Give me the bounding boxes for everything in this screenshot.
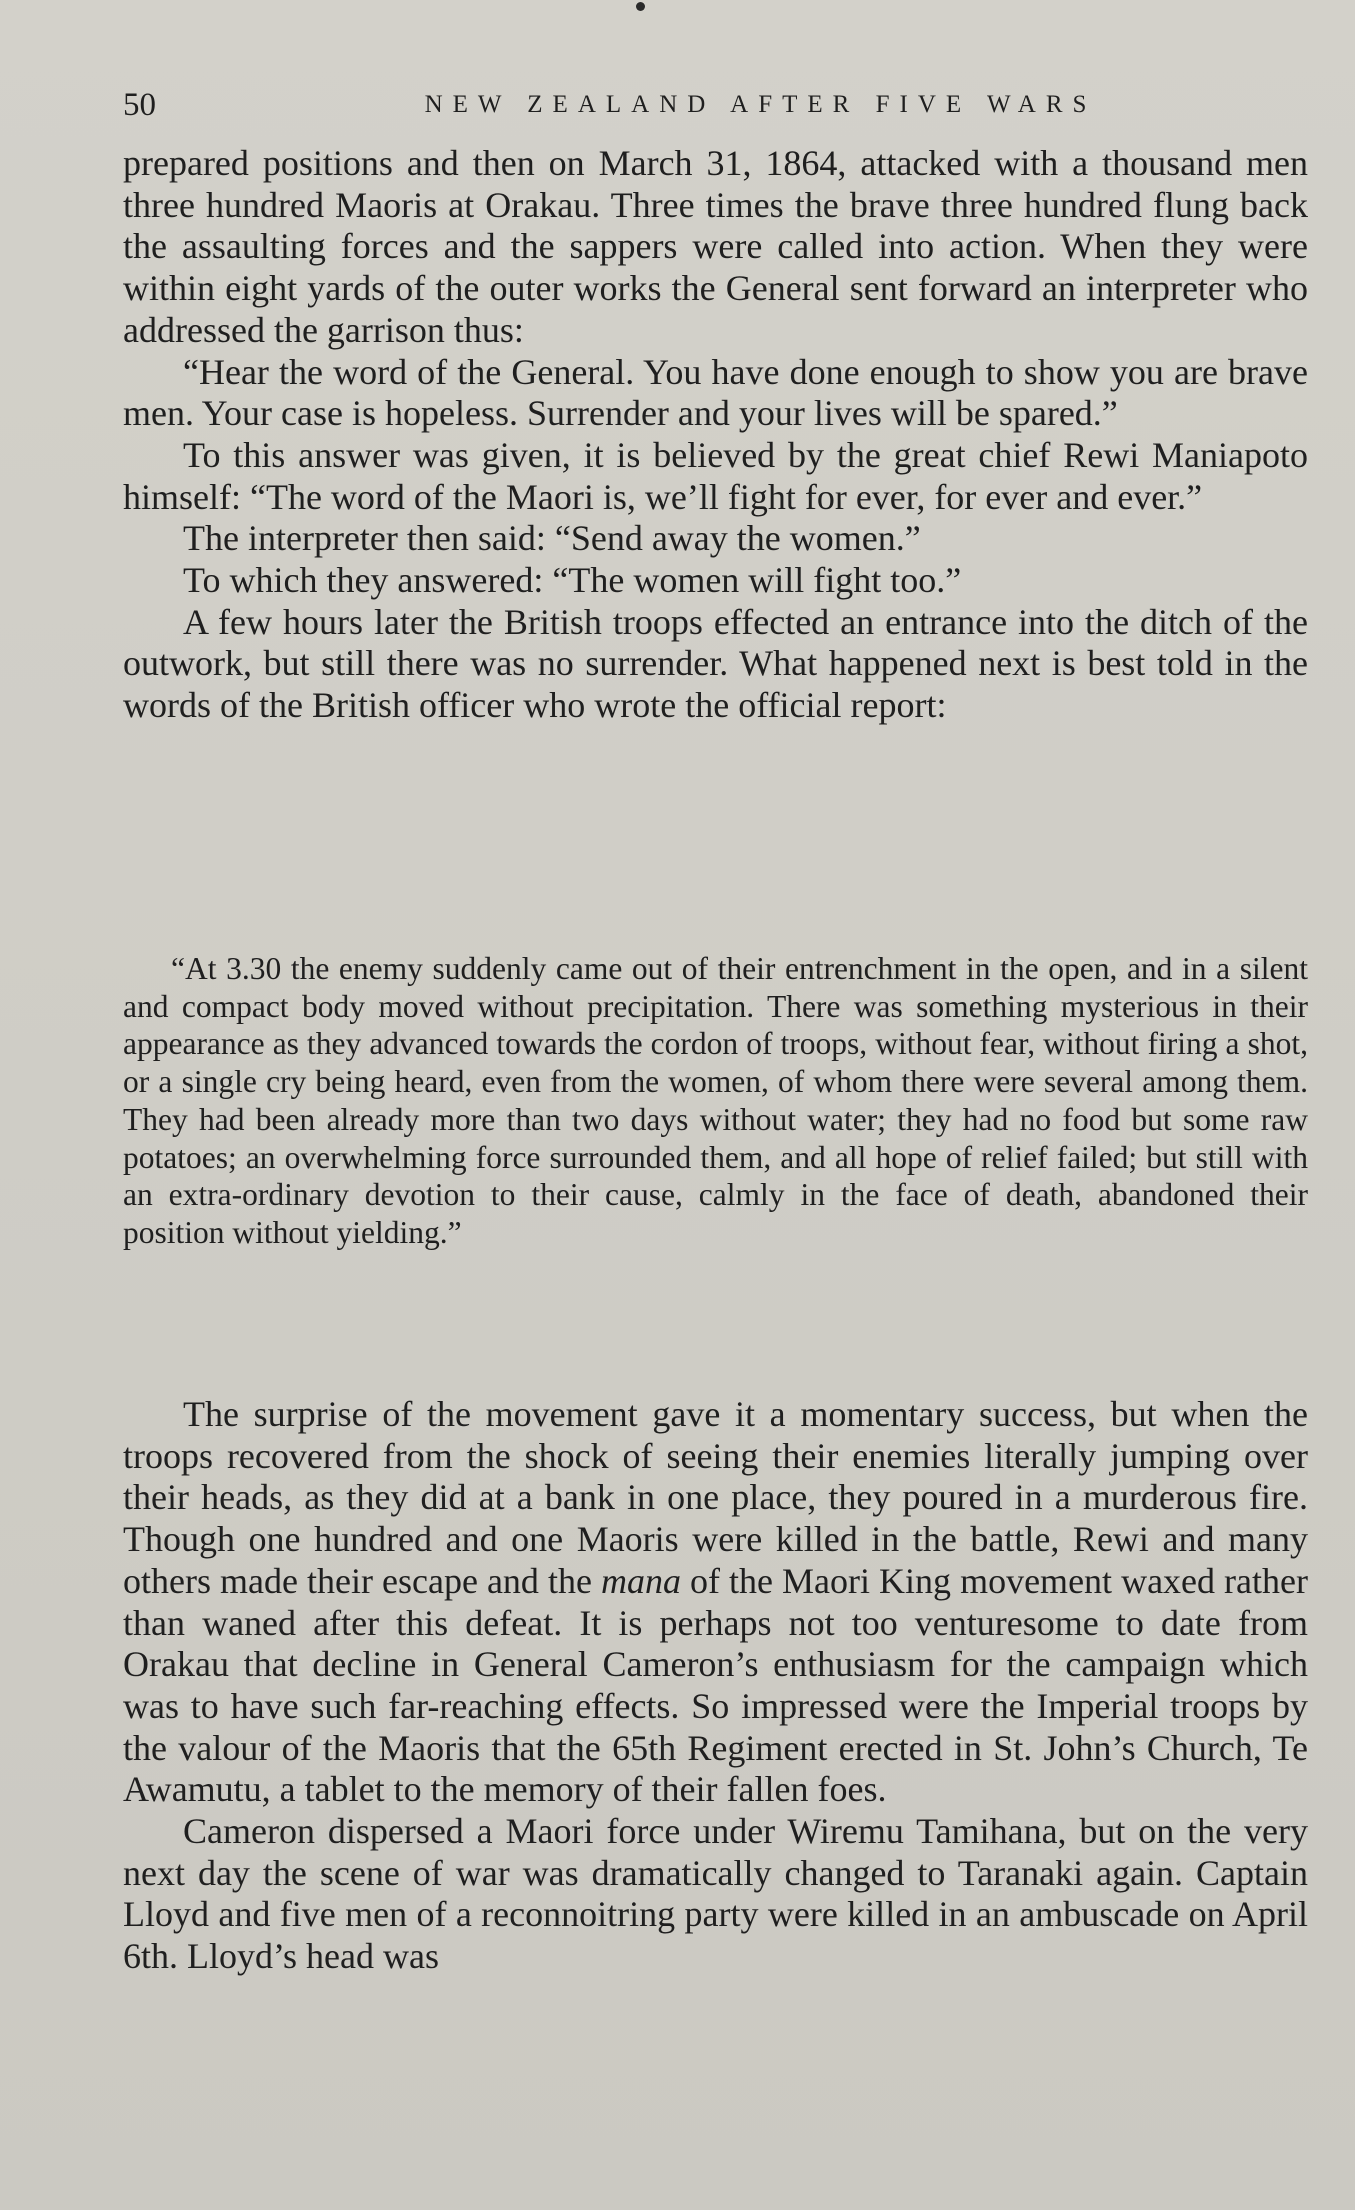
ink-dot (636, 2, 645, 11)
running-title: NEW ZEALAND AFTER FIVE WARS (424, 91, 1097, 118)
italic-term: mana (600, 1560, 681, 1601)
paragraph: To which they answered: “The women will fight too.” (183, 560, 962, 601)
text-block-top (123, 143, 1308, 727)
paragraph: prepared positions and then on March 31, 1864, attacked with a thousand men three hundred Maoris at Orakau. Three times the brave three hundred flung back the assaulting forces and the sappers were called into action. When they were within eight yards of the outer works the General sent forward an interpreter who addressed the garrison thus: (123, 143, 1308, 350)
paragraph: Cameron dispersed a Maori force under Wiremu Tamihana, but on the very next day the scene of war was dramatically changed to Taranaki again. Captain Lloyd and five men of a reconnoitring party were killed in an ambuscade on April 6th. Lloyd’s head was (123, 1811, 1308, 1977)
page-number: 50 (123, 87, 156, 123)
text-block-bottom (123, 1394, 1308, 1978)
block-quote (123, 950, 1308, 1252)
quote-text: “At 3.30 the enemy suddenly came out of their entrenchment in the open, and in a silent and compact body moved without precipitation. There was something mysterious in their appearance as they advanced towards the cordon of troops, without fear, without firing a shot, or a single cry being heard, even from the women, of whom there were several among them. They had been already more than two days without water; they had no food but some raw potatoes; an overwhelming force surrounded them, and all hope of relief failed; but still with an extra-ordinary devotion to their cause, calmly in the face of death, abandoned their position without yielding.” (123, 951, 1308, 1250)
paragraph: To this answer was given, it is believed by the great chief Rewi Maniapoto himself: “The word of the Maori is, we’ll fight for ever, for ever and ever.” (123, 434, 1308, 517)
paragraph: The interpreter then said: “Send away the women.” (183, 518, 921, 559)
paragraph: “Hear the word of the General. You have done enough to show you are brave men. Your case is hopeless. Surrender and your lives will be spared.” (123, 351, 1308, 434)
paragraph-text: The surprise of the movement gave it a momentary success, but when the troops recovered from the shock of seeing their enemies literally jumping over their heads, as they did at a bank in one place, they poured in a murderous fire. Though one hundred and one Maoris were killed in the battle, Rewi and many others made their escape and the (123, 1394, 1308, 1601)
page-header (123, 83, 1308, 127)
paragraph-text: of the Maori King movement waxed rather than waned after this defeat. It is perhaps not too venturesome to date from Orakau that decline in General Cameron’s enthusiasm for the campaign which was to have such far-reaching effects. So impressed were the Imperial troops by the valour of the Maoris that the 65th Regiment erected in St. John’s Church, Te Awamutu, a tablet to the memory of their fallen foes. (123, 1560, 1308, 1810)
paragraph: A few hours later the British troops effected an entrance into the ditch of the outwork, but still there was no surrender. What happened next is best told in the words of the British officer who wrote the official report: (123, 601, 1308, 726)
paragraph (123, 1394, 1308, 1811)
